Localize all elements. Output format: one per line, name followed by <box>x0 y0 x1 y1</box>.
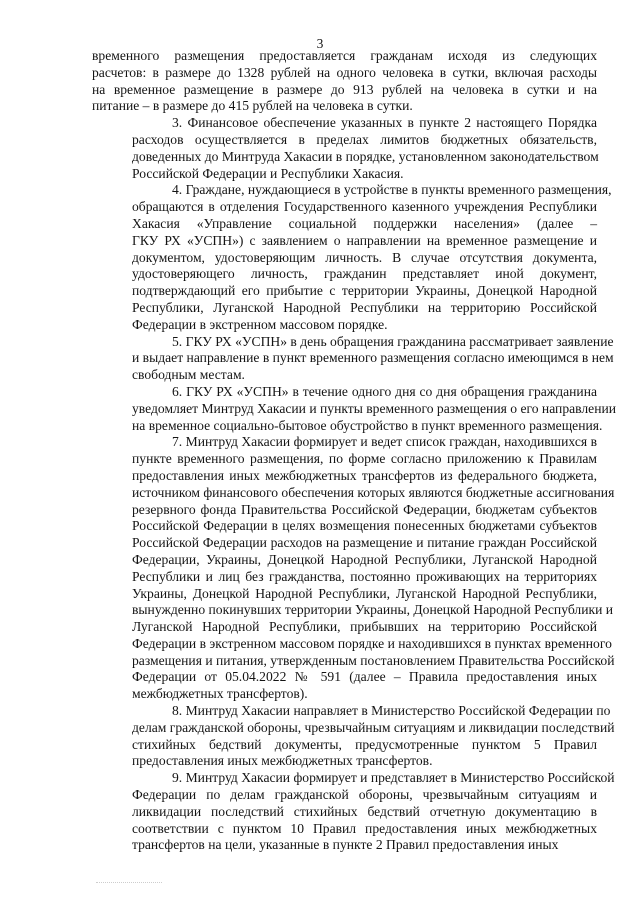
text-line: ликвидации последствий стихийных бедствий отчетную документацию в <box>132 803 597 819</box>
text-line: расходов осуществляется в пределах лимитов бюджетных обязательств, <box>132 131 597 147</box>
paragraph-p3 <box>92 115 597 182</box>
text-line: Украины, Донецкой Народной Республики, Луганской Народной Республики, <box>132 585 597 601</box>
text-line: на временное размещение в размере до 913 рублей на человека в сутки и на <box>92 81 597 97</box>
text-line: 8. Минтруд Хакасии направляет в Министерство Российской Федерации по <box>172 703 611 719</box>
paragraph-p7 <box>92 434 615 703</box>
text-line: Хакасия «Управление социальной поддержки населения» (далее – <box>132 215 597 231</box>
text-line: питание – в размере до 415 рублей на человека в сутки. <box>92 98 413 114</box>
text-line: предоставления иных межбюджетных трансфертов из федерального бюджета, <box>132 467 597 483</box>
text-line: 5. ГКУ РХ «УСПН» в день обращения гражданина рассматривает заявление <box>172 333 614 349</box>
text-line: на временное социально-бытовое обустройство в пункт временного размещения. <box>132 417 603 433</box>
text-line: Российской Федерации и Республики Хакасия. <box>132 165 404 181</box>
text-line: делам гражданской обороны, чрезвычайным ситуациям и ликвидации последствий <box>132 719 615 735</box>
text-line: документом, удостоверяющим личность. В случае отсутствия документа, <box>132 249 597 265</box>
text-line: уведомляет Минтруд Хакасии и пункты временного размещения о его направлении <box>132 400 617 416</box>
text-line: предоставления иных межбюджетных трансфертов. <box>132 753 433 769</box>
text-line: 6. ГКУ РХ «УСПН» в течение одного дня со дня обращения гражданина <box>172 383 597 399</box>
paragraph-p5 <box>92 333 614 384</box>
paragraph-p-cont <box>92 48 597 115</box>
text-line: пункте временного размещения, по форме согласно приложению к Правилам <box>132 451 597 467</box>
text-line: Российской Федерации в целях возмещения понесенных бюджетами субъектов <box>132 518 597 534</box>
text-line: межбюджетных трансфертов). <box>132 686 308 702</box>
text-line: Луганской Народной Республики, прибывших на территорию Российской <box>132 619 597 635</box>
text-line: подтверждающий его прибытие с территории Украины, Донецкой Народной <box>132 283 597 299</box>
paragraph-p9 <box>92 770 615 854</box>
text-line: обращаются в отделения Государственного казенного учреждения Республики <box>132 199 597 215</box>
text-line: Федерации, Украины, Донецкой Народной Республики, Луганской Народной <box>132 551 597 567</box>
text-line: Российской Федерации расходов на размещение и питание граждан Российской <box>132 535 597 551</box>
paragraph-p8 <box>92 703 615 770</box>
text-line: источником финансового обеспечения которых являются бюджетные ассигнования <box>132 484 615 500</box>
text-line: соответствии с пунктом 10 Правил предоставления иных межбюджетных <box>132 820 597 836</box>
text-line: Федерации от 05.04.2022 № 591 (далее – Правила предоставления иных <box>132 669 597 685</box>
text-line: Федерации по делам гражданской обороны, чрезвычайным ситуациям и <box>132 787 597 803</box>
text-line: вынужденно покинувших территории Украины, Донецкой Народной Республики и <box>132 602 614 618</box>
text-line: Федерации в экстренном массовом порядке и находившихся в пунктах временного <box>132 635 612 651</box>
text-line: Республики, Луганской Народной Республики на территорию Российской <box>132 299 597 315</box>
text-line: стихийных бедствий документы, предусмотренные пунктом 5 Правил <box>132 736 597 752</box>
text-line: 9. Минтруд Хакасии формирует и представляет в Министерство Российской <box>172 770 615 786</box>
paragraph-p6 <box>92 383 617 434</box>
text-line: 4. Граждане, нуждающиеся в устройстве в пункты временного размещения, <box>172 182 612 198</box>
text-line: расчетов: в размере до 1328 рублей на одного человека в сутки, включая расходы <box>92 64 597 80</box>
text-line: временного размещения предоставляется гражданам исходя из следующих <box>92 48 597 63</box>
page-number: 3 <box>316 36 324 51</box>
text-line: размещения и питания, утвержденным постановлением Правительства Российской <box>132 652 615 668</box>
document-body <box>92 48 617 854</box>
scan-artifact <box>96 882 162 887</box>
text-line: и выдает направление в пункт временного размещения согласно имеющимся в нем <box>132 350 614 366</box>
text-line: доведенных до Минтруда Хакасии в порядке, установленном законодательством <box>132 148 599 164</box>
text-line: ГКУ РХ «УСПН») с заявлением о направлении на временное размещение и <box>132 232 597 248</box>
text-line: 3. Финансовое обеспечение указанных в пункте 2 настоящего Порядка <box>172 115 597 131</box>
text-line: удостоверяющего личность, гражданин представляет иной документ, <box>132 266 597 282</box>
paragraph-p4 <box>92 182 612 333</box>
text-line: Федерации в экстренном массовом порядке. <box>132 316 388 332</box>
text-line: трансфертов на цели, указанные в пункте 2 Правил предоставления иных <box>132 837 559 853</box>
text-line: Республики и лиц без гражданства, постоянно проживающих на территориях <box>132 568 597 584</box>
text-line: резервного фонда Правительства Российской Федерации, бюджетам субъектов <box>132 501 597 517</box>
text-line: 7. Минтруд Хакасии формирует и ведет список граждан, находившихся в <box>172 434 597 450</box>
text-line: свободным местам. <box>132 367 245 383</box>
